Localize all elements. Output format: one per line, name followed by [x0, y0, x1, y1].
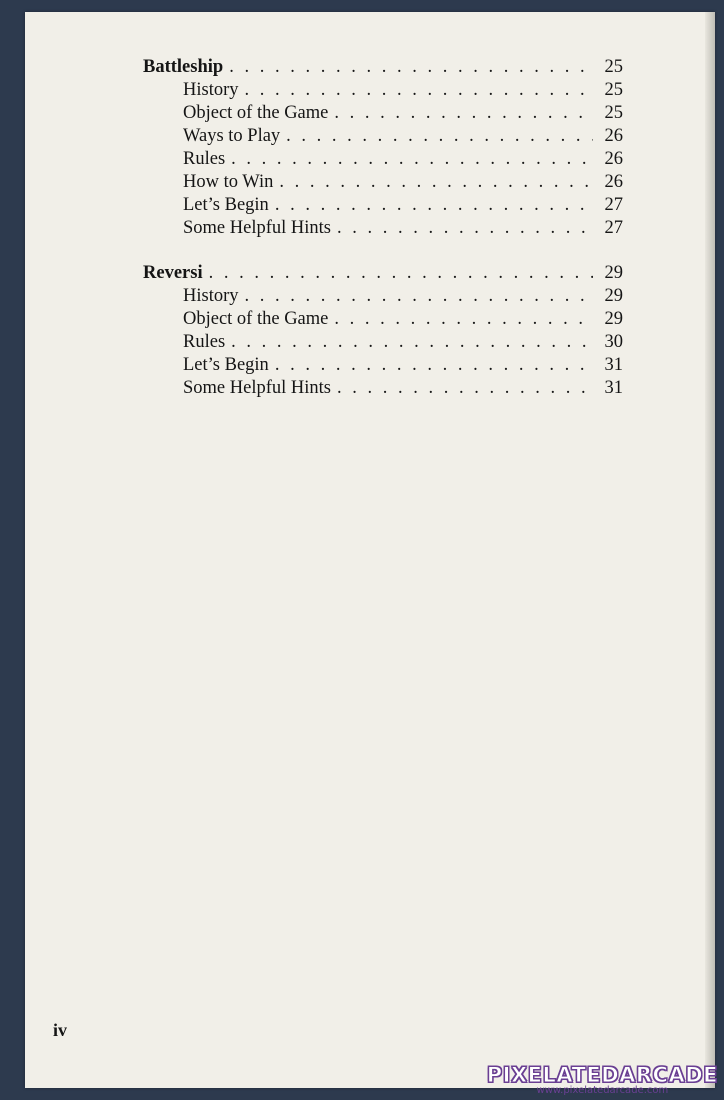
toc-entry-title: History	[183, 80, 239, 100]
toc-section-battleship	[143, 56, 623, 240]
toc-entry-title: Object of the Game	[183, 309, 329, 329]
dot-leader	[279, 171, 593, 194]
toc-entry-title: Rules	[183, 332, 226, 352]
toc-entry-page: 27	[604, 195, 623, 215]
dot-leader	[275, 194, 593, 217]
dot-leader	[337, 217, 593, 240]
dot-leader	[286, 125, 593, 148]
toc-entry-title: Let’s Begin	[183, 195, 269, 215]
dot-leader	[334, 308, 593, 331]
page-folio-number: iv	[53, 1020, 68, 1040]
dot-leader	[231, 148, 593, 171]
toc-entry-row	[143, 308, 623, 331]
watermark	[487, 1063, 718, 1096]
dot-leader	[231, 331, 593, 354]
toc-section-reversi	[143, 262, 623, 400]
watermark-logo: PIXELATEDARCADE	[486, 1063, 718, 1087]
toc-entry-row	[143, 217, 623, 240]
toc-heading-title: Battleship	[143, 57, 224, 77]
watermark-url: www.pixelatedarcade.com	[536, 1085, 669, 1096]
toc-entry-row	[143, 102, 623, 125]
toc-entry-row	[143, 125, 623, 148]
toc-entry-row	[143, 171, 623, 194]
toc-entry-title: Object of the Game	[183, 103, 329, 123]
toc-entry-row	[143, 194, 623, 217]
toc-entry-page: 29	[604, 286, 623, 306]
toc-entry-row	[143, 377, 623, 400]
toc-entry-row	[143, 331, 623, 354]
toc-heading-title: Reversi	[143, 263, 203, 283]
toc-entry-row	[143, 148, 623, 171]
dot-leader	[245, 285, 594, 308]
page-edge-shadow	[705, 12, 715, 1088]
toc-entry-row	[143, 79, 623, 102]
dot-leader	[337, 377, 593, 400]
toc-entry-page: 31	[604, 355, 623, 375]
document-page	[25, 12, 715, 1088]
toc-entry-page: 26	[604, 172, 623, 192]
table-of-contents	[143, 56, 623, 422]
dot-leader	[209, 262, 593, 285]
toc-entry-title: How to Win	[183, 172, 274, 192]
toc-entry-title: Some Helpful Hints	[183, 218, 331, 238]
toc-heading-page: 29	[604, 263, 623, 283]
toc-entry-title: Ways to Play	[183, 126, 281, 146]
toc-entry-page: 27	[604, 218, 623, 238]
toc-entry-page: 25	[604, 103, 623, 123]
toc-entry-title: Some Helpful Hints	[183, 378, 331, 398]
dot-leader	[334, 102, 593, 125]
toc-heading-page: 25	[604, 57, 623, 77]
toc-entry-page: 31	[604, 378, 623, 398]
dot-leader	[275, 354, 593, 377]
toc-entry-row	[143, 354, 623, 377]
toc-entry-title: History	[183, 286, 239, 306]
toc-entry-title: Let’s Begin	[183, 355, 269, 375]
toc-entry-page: 29	[604, 309, 623, 329]
toc-entry-page: 26	[604, 149, 623, 169]
toc-heading-row	[143, 262, 623, 285]
toc-entry-page: 25	[604, 80, 623, 100]
toc-entry-page: 30	[604, 332, 623, 352]
toc-entry-page: 26	[604, 126, 623, 146]
toc-entry-title: Rules	[183, 149, 226, 169]
toc-entry-row	[143, 285, 623, 308]
dot-leader	[245, 79, 594, 102]
dot-leader	[229, 56, 593, 79]
toc-heading-row	[143, 56, 623, 79]
